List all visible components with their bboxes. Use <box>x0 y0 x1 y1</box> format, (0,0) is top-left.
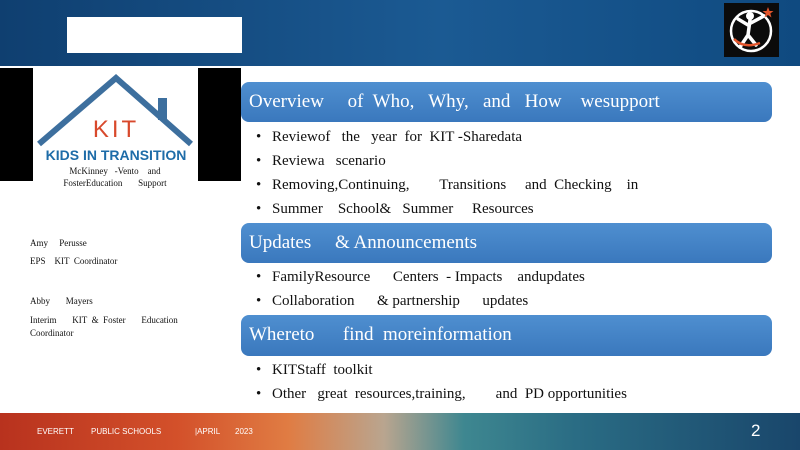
footer-year: 2023 <box>235 427 253 436</box>
title-placeholder <box>67 17 242 53</box>
footer-district: EVERETT <box>37 427 74 436</box>
page-number: 2 <box>751 421 761 440</box>
district-logo <box>724 3 779 57</box>
list-item: • Summer School& Summer Resources <box>252 197 638 221</box>
staff-name: Abby Mayers <box>30 296 93 306</box>
list-item: • Reviewa scenario <box>252 149 638 173</box>
kit-subtitle: McKinney -Vento and FosterEducation Support <box>63 166 167 188</box>
footer-schools: PUBLIC SCHOOLS <box>91 427 162 436</box>
updates-bullet-list <box>252 265 585 313</box>
footer-month: |APRIL <box>195 427 221 436</box>
kit-letters: KIT <box>92 116 140 143</box>
list-item: • KITStaff toolkit <box>252 358 627 382</box>
list-item: • Other great resources,training, and PD opportunities <box>252 382 627 406</box>
staff-role: Interim KIT & Foster Education Coordinator <box>30 315 178 338</box>
overview-bullet-list <box>252 125 638 221</box>
figure-star-icon <box>724 3 779 57</box>
list-item: • Removing,Continuing, Transitions and Checking in <box>252 173 638 197</box>
section-header-overview: Overview of Who, Why, and How wesupport <box>241 82 772 122</box>
section-header-updates: Updates & Announcements <box>241 223 772 263</box>
staff-name: Amy Perusse <box>30 238 87 248</box>
list-item: • FamilyResource Centers - Impacts andupdates <box>252 265 585 289</box>
info-bullet-list <box>252 358 627 406</box>
section-header-info: Whereto find moreinformation <box>241 315 772 356</box>
staff-role: EPS KIT Coordinator <box>30 256 118 266</box>
kit-name: KIDS IN TRANSITION <box>45 147 187 163</box>
list-item: • Collaboration & partnership updates <box>252 289 585 313</box>
list-item: • Reviewof the year for KIT -Sharedata <box>252 125 638 149</box>
